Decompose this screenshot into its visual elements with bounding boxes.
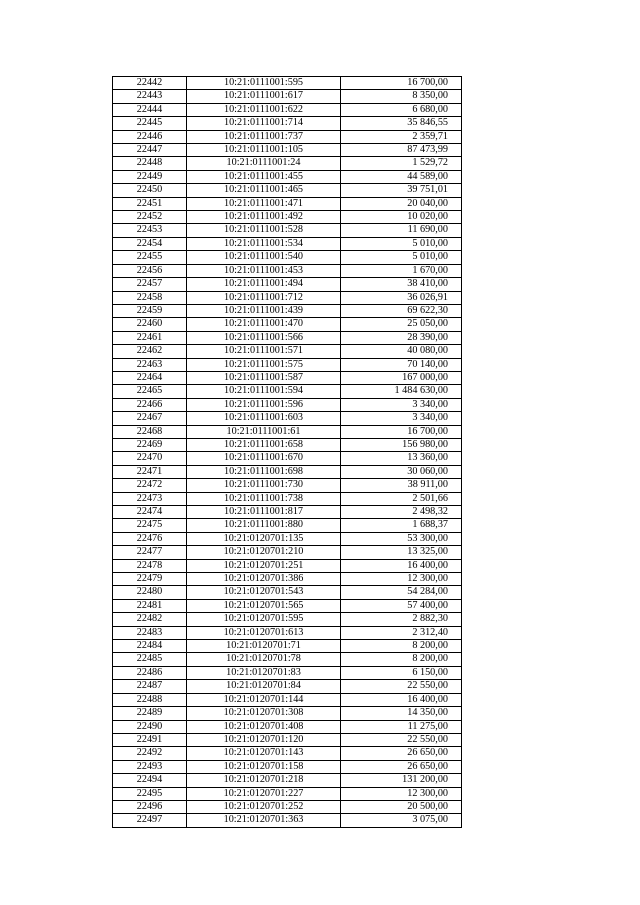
cadastral-number: 10:21:0111001:566 [187,331,341,344]
row-number: 22443 [113,90,187,103]
cadastral-number: 10:21:0120701:71 [187,640,341,653]
table-row [113,760,462,773]
cadastral-number: 10:21:0111001:595 [187,77,341,90]
cadastral-number: 10:21:0111001:596 [187,398,341,411]
table-row [113,733,462,746]
cadastral-value: 12 300,00 [341,573,462,586]
cadastral-number: 10:21:0111001:817 [187,506,341,519]
cadastral-number: 10:21:0120701:218 [187,774,341,787]
cadastral-value: 54 284,00 [341,586,462,599]
cadastral-number: 10:21:0111001:465 [187,184,341,197]
table-row [113,304,462,317]
table-row [113,103,462,116]
row-number: 22493 [113,760,187,773]
cadastral-number: 10:21:0111001:880 [187,519,341,532]
cadastral-number: 10:21:0111001:622 [187,103,341,116]
cadastral-value: 1 529,72 [341,157,462,170]
row-number: 22470 [113,452,187,465]
cadastral-number: 10:21:0111001:730 [187,479,341,492]
table-row [113,144,462,157]
cadastral-number: 10:21:0111001:455 [187,170,341,183]
table-row [113,814,462,827]
cadastral-number: 10:21:0111001:714 [187,117,341,130]
row-number: 22488 [113,693,187,706]
cadastral-number: 10:21:0111001:575 [187,358,341,371]
cadastral-value: 11 690,00 [341,224,462,237]
cadastral-value: 12 300,00 [341,787,462,800]
cadastral-value: 1 688,37 [341,519,462,532]
table-row [113,77,462,90]
table-row [113,465,462,478]
cadastral-number: 10:21:0111001:540 [187,251,341,264]
table-row [113,251,462,264]
cadastral-number: 10:21:0120701:120 [187,733,341,746]
cadastral-value: 26 650,00 [341,760,462,773]
row-number: 22459 [113,304,187,317]
cadastral-value: 69 622,30 [341,304,462,317]
table-row [113,211,462,224]
row-number: 22478 [113,559,187,572]
cadastral-number: 10:21:0111001:670 [187,452,341,465]
cadastral-number: 10:21:0111001:603 [187,412,341,425]
table-row [113,170,462,183]
cadastral-value: 6 150,00 [341,666,462,679]
cadastral-number: 10:21:0120701:595 [187,613,341,626]
row-number: 22442 [113,77,187,90]
table-row [113,559,462,572]
cadastral-value: 57 400,00 [341,599,462,612]
table-row [113,224,462,237]
table-row [113,653,462,666]
cadastral-number: 10:21:0120701:408 [187,720,341,733]
cadastral-number: 10:21:0120701:386 [187,573,341,586]
cadastral-value: 25 050,00 [341,318,462,331]
row-number: 22491 [113,733,187,746]
cadastral-number: 10:21:0111001:587 [187,371,341,384]
cadastral-number: 10:21:0111001:737 [187,130,341,143]
row-number: 22471 [113,465,187,478]
cadastral-number: 10:21:0120701:210 [187,546,341,559]
table-row [113,264,462,277]
cadastral-value: 26 650,00 [341,747,462,760]
cadastral-value: 22 550,00 [341,733,462,746]
row-number: 22446 [113,130,187,143]
row-number: 22457 [113,278,187,291]
cadastral-value: 20 040,00 [341,197,462,210]
row-number: 22475 [113,519,187,532]
row-number: 22461 [113,331,187,344]
table-row [113,707,462,720]
cadastral-value: 5 010,00 [341,237,462,250]
cadastral-number: 10:21:0111001:470 [187,318,341,331]
cadastral-value: 8 200,00 [341,640,462,653]
table-row [113,640,462,653]
cadastral-value: 8 350,00 [341,90,462,103]
cadastral-number: 10:21:0120701:251 [187,559,341,572]
table-body [113,77,462,828]
table-row [113,425,462,438]
row-number: 22480 [113,586,187,599]
row-number: 22452 [113,211,187,224]
row-number: 22463 [113,358,187,371]
cadastral-value: 10 020,00 [341,211,462,224]
cadastral-number: 10:21:0111001:571 [187,345,341,358]
row-number: 22473 [113,492,187,505]
row-number: 22468 [113,425,187,438]
table-row [113,157,462,170]
cadastral-number: 10:21:0111001:698 [187,465,341,478]
table-row [113,438,462,451]
row-number: 22487 [113,680,187,693]
row-number: 22483 [113,626,187,639]
cadastral-number: 10:21:0111001:528 [187,224,341,237]
cadastral-value: 20 500,00 [341,800,462,813]
cadastral-number: 10:21:0120701:135 [187,532,341,545]
row-number: 22462 [113,345,187,358]
row-number: 22492 [113,747,187,760]
row-number: 22479 [113,573,187,586]
table-row [113,787,462,800]
cadastral-number: 10:21:0120701:158 [187,760,341,773]
row-number: 22489 [113,707,187,720]
cadastral-value: 3 340,00 [341,398,462,411]
cadastral-value: 39 751,01 [341,184,462,197]
cadastral-number: 10:21:0111001:494 [187,278,341,291]
cadastral-number: 10:21:0120701:143 [187,747,341,760]
table-row [113,519,462,532]
table-row [113,318,462,331]
table-row [113,492,462,505]
table-row [113,358,462,371]
row-number: 22482 [113,613,187,626]
cadastral-number: 10:21:0120701:227 [187,787,341,800]
cadastral-number: 10:21:0111001:617 [187,90,341,103]
table-row [113,479,462,492]
row-number: 22456 [113,264,187,277]
row-number: 22453 [113,224,187,237]
table-row [113,680,462,693]
table-row [113,371,462,384]
row-number: 22469 [113,438,187,451]
row-number: 22451 [113,197,187,210]
table-row [113,412,462,425]
cadastral-number: 10:21:0120701:565 [187,599,341,612]
row-number: 22448 [113,157,187,170]
table-row [113,90,462,103]
cadastral-value: 156 980,00 [341,438,462,451]
table-row [113,398,462,411]
table-row [113,747,462,760]
cadastral-value: 40 080,00 [341,345,462,358]
table-row [113,237,462,250]
row-number: 22476 [113,532,187,545]
table-row [113,586,462,599]
table-row [113,613,462,626]
cadastral-value: 2 312,40 [341,626,462,639]
table-row [113,506,462,519]
cadastral-value: 38 911,00 [341,479,462,492]
table-row [113,693,462,706]
cadastral-value: 44 589,00 [341,170,462,183]
table-row [113,184,462,197]
cadastral-value: 38 410,00 [341,278,462,291]
row-number: 22464 [113,371,187,384]
table-row [113,532,462,545]
cadastral-number: 10:21:0120701:363 [187,814,341,827]
cadastral-value: 30 060,00 [341,465,462,478]
cadastral-number: 10:21:0111001:471 [187,197,341,210]
cadastral-value: 16 400,00 [341,693,462,706]
cadastral-number: 10:21:0120701:144 [187,693,341,706]
cadastral-value: 6 680,00 [341,103,462,116]
table-row [113,666,462,679]
cadastral-value: 16 400,00 [341,559,462,572]
table-row [113,345,462,358]
table-row [113,626,462,639]
table-row [113,546,462,559]
row-number: 22495 [113,787,187,800]
table-row [113,291,462,304]
cadastral-value: 35 846,55 [341,117,462,130]
row-number: 22444 [113,103,187,116]
cadastral-number: 10:21:0120701:84 [187,680,341,693]
cadastral-number: 10:21:0111001:61 [187,425,341,438]
row-number: 22460 [113,318,187,331]
table-row [113,197,462,210]
table-row [113,130,462,143]
row-number: 22455 [113,251,187,264]
cadastral-number: 10:21:0111001:534 [187,237,341,250]
cadastral-number: 10:21:0111001:492 [187,211,341,224]
row-number: 22454 [113,237,187,250]
table-row [113,720,462,733]
cadastral-number: 10:21:0111001:712 [187,291,341,304]
cadastral-number: 10:21:0111001:453 [187,264,341,277]
cadastral-number: 10:21:0111001:658 [187,438,341,451]
cadastral-number: 10:21:0111001:24 [187,157,341,170]
table-row [113,331,462,344]
cadastral-value: 8 200,00 [341,653,462,666]
row-number: 22484 [113,640,187,653]
row-number: 22458 [113,291,187,304]
row-number: 22465 [113,385,187,398]
cadastral-number: 10:21:0120701:78 [187,653,341,666]
cadastral-value: 22 550,00 [341,680,462,693]
cadastral-number: 10:21:0111001:738 [187,492,341,505]
row-number: 22481 [113,599,187,612]
row-number: 22496 [113,800,187,813]
row-number: 22449 [113,170,187,183]
table-row [113,278,462,291]
cadastral-value: 1 670,00 [341,264,462,277]
table-row [113,800,462,813]
cadastral-number: 10:21:0120701:308 [187,707,341,720]
cadastral-value: 167 000,00 [341,371,462,384]
cadastral-value: 53 300,00 [341,532,462,545]
cadastral-value: 13 360,00 [341,452,462,465]
row-number: 22486 [113,666,187,679]
table-row [113,452,462,465]
cadastral-value: 2 882,30 [341,613,462,626]
row-number: 22447 [113,144,187,157]
cadastral-value: 5 010,00 [341,251,462,264]
row-number: 22485 [113,653,187,666]
cadastral-value: 3 075,00 [341,814,462,827]
cadastral-value: 3 340,00 [341,412,462,425]
cadastral-number: 10:21:0120701:543 [187,586,341,599]
cadastral-number: 10:21:0111001:105 [187,144,341,157]
cadastral-value: 28 390,00 [341,331,462,344]
row-number: 22490 [113,720,187,733]
table-row [113,117,462,130]
cadastral-value-table [112,76,462,828]
cadastral-value: 16 700,00 [341,425,462,438]
table-row [113,774,462,787]
cadastral-value: 70 140,00 [341,358,462,371]
cadastral-value: 2 359,71 [341,130,462,143]
table-row [113,599,462,612]
cadastral-value: 1 484 630,00 [341,385,462,398]
cadastral-number: 10:21:0120701:83 [187,666,341,679]
cadastral-number: 10:21:0120701:613 [187,626,341,639]
row-number: 22445 [113,117,187,130]
row-number: 22466 [113,398,187,411]
cadastral-value: 16 700,00 [341,77,462,90]
cadastral-number: 10:21:0111001:439 [187,304,341,317]
cadastral-value: 14 350,00 [341,707,462,720]
row-number: 22497 [113,814,187,827]
cadastral-number: 10:21:0111001:594 [187,385,341,398]
cadastral-value: 2 501,66 [341,492,462,505]
row-number: 22467 [113,412,187,425]
cadastral-value: 87 473,99 [341,144,462,157]
row-number: 22494 [113,774,187,787]
cadastral-value: 36 026,91 [341,291,462,304]
cadastral-number: 10:21:0120701:252 [187,800,341,813]
row-number: 22450 [113,184,187,197]
cadastral-value: 13 325,00 [341,546,462,559]
cadastral-value: 131 200,00 [341,774,462,787]
table-row [113,385,462,398]
row-number: 22474 [113,506,187,519]
row-number: 22477 [113,546,187,559]
row-number: 22472 [113,479,187,492]
cadastral-value: 2 498,32 [341,506,462,519]
cadastral-value: 11 275,00 [341,720,462,733]
table-row [113,573,462,586]
